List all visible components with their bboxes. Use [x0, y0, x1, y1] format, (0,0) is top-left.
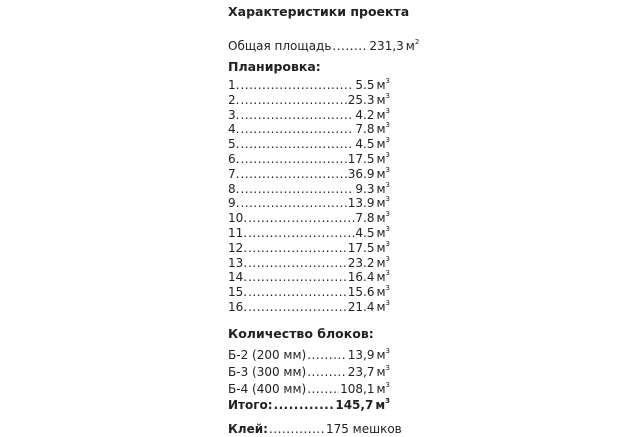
area-label: Общая площадь [228, 39, 332, 53]
glue-value: 175 мешков [325, 422, 402, 436]
total-value: 145,7 [335, 398, 374, 412]
item-unit: $м^3$ [376, 347, 390, 362]
item-value: 7.8 [355, 122, 375, 137]
item-value: 5.5 [355, 78, 375, 92]
item-value: 4.5 [355, 137, 375, 152]
item-value: 13,9 [347, 348, 375, 362]
item-unit: $м^3$ [376, 284, 390, 300]
item-value: 23,7 [347, 365, 375, 379]
item-value: 9.3 [355, 181, 375, 196]
item-label: 16. [228, 300, 248, 314]
layout-item [228, 178, 390, 196]
item-unit: $м^3$ [376, 239, 390, 255]
item-label: 5. [228, 137, 240, 152]
page-title: Характеристики проекта [228, 4, 410, 19]
layout-item [228, 207, 390, 226]
item-unit: $м^3$ [376, 106, 390, 122]
glue-label: Клей: [228, 422, 268, 436]
item-label: 3. [228, 107, 240, 122]
item-label: Б-2 (200 мм) [228, 348, 307, 362]
block-item [228, 361, 390, 379]
item-unit: $м^3$ [376, 180, 390, 196]
layout-item [228, 74, 390, 92]
blocks-heading: Количество блоков: [228, 326, 374, 341]
item-value: 13.9 [347, 196, 375, 211]
item-unit: $м^3$ [376, 225, 390, 240]
item-unit: $м^3$ [376, 364, 390, 379]
layout-item [228, 237, 390, 255]
layout-item [228, 281, 390, 300]
item-value: 25.3 [347, 92, 375, 107]
item-label: 4. [228, 122, 240, 137]
layout-item [228, 192, 390, 211]
item-label: 9. [228, 196, 240, 211]
layout-item [228, 296, 390, 314]
item-unit: $м^3$ [376, 210, 390, 226]
total-label: Итого: [228, 398, 273, 412]
item-label: 11. [228, 226, 248, 240]
item-label: 10. [228, 211, 248, 226]
layout-item [228, 89, 390, 107]
layout-item [228, 252, 390, 270]
dot-leader [248, 300, 347, 315]
item-value: 17.5 [347, 152, 375, 166]
item-label: 12. [228, 240, 248, 255]
item-label: 6. [228, 152, 240, 166]
item-label: 14. [228, 270, 248, 285]
item-value: 108,1 [340, 382, 375, 396]
layout-item [228, 266, 390, 285]
dot-leader [269, 422, 325, 437]
dot-leader [274, 398, 335, 413]
layout-item [228, 163, 390, 181]
blocks-total-row [228, 394, 390, 412]
item-unit: $м^3$ [376, 381, 390, 396]
item-value: 16.4 [347, 270, 375, 285]
item-unit: $м^3$ [376, 165, 390, 181]
item-label: 7. [228, 166, 240, 181]
item-label: Б-3 (300 мм) [228, 365, 307, 379]
item-label: Б-4 (400 мм) [228, 382, 307, 396]
item-value: 17.5 [347, 240, 375, 255]
layout-item [228, 148, 390, 166]
item-unit: $м^3$ [376, 121, 390, 137]
layout-item [228, 222, 390, 240]
item-unit: $м^3$ [376, 136, 390, 152]
item-label: 2. [228, 92, 240, 107]
item-unit: $м^3$ [376, 91, 390, 107]
item-unit: $м^3$ [376, 77, 390, 92]
item-value: 15.6 [347, 285, 375, 300]
item-value: 21.4 [347, 300, 375, 314]
layout-item [228, 118, 390, 137]
item-label: 15. [228, 285, 248, 300]
total-area-row [228, 35, 420, 53]
area-value: 231,3 [369, 39, 404, 53]
item-value: 4.2 [355, 107, 375, 122]
layout-item [228, 104, 390, 122]
layout-item [228, 133, 390, 152]
item-unit: $м^3$ [376, 254, 390, 270]
item-label: 13. [228, 255, 248, 270]
total-unit: $м^3$ [375, 397, 390, 412]
item-value: 4.5 [355, 226, 375, 240]
item-value: 36.9 [347, 166, 375, 181]
block-item [228, 378, 390, 396]
item-value: 23.2 [347, 255, 375, 270]
dot-leader [332, 39, 368, 54]
block-item [228, 344, 390, 362]
item-unit: $м^3$ [376, 195, 390, 211]
glue-row [228, 422, 428, 437]
area-unit: $м^2$ [405, 38, 420, 53]
item-unit: $м^3$ [376, 151, 390, 166]
item-unit: $м^3$ [376, 269, 390, 285]
item-label: 1. [228, 78, 240, 92]
item-unit: $м^3$ [376, 299, 390, 314]
layout-heading: Планировка: [228, 59, 321, 74]
item-label: 8. [228, 181, 240, 196]
item-value: 7.8 [355, 211, 375, 226]
